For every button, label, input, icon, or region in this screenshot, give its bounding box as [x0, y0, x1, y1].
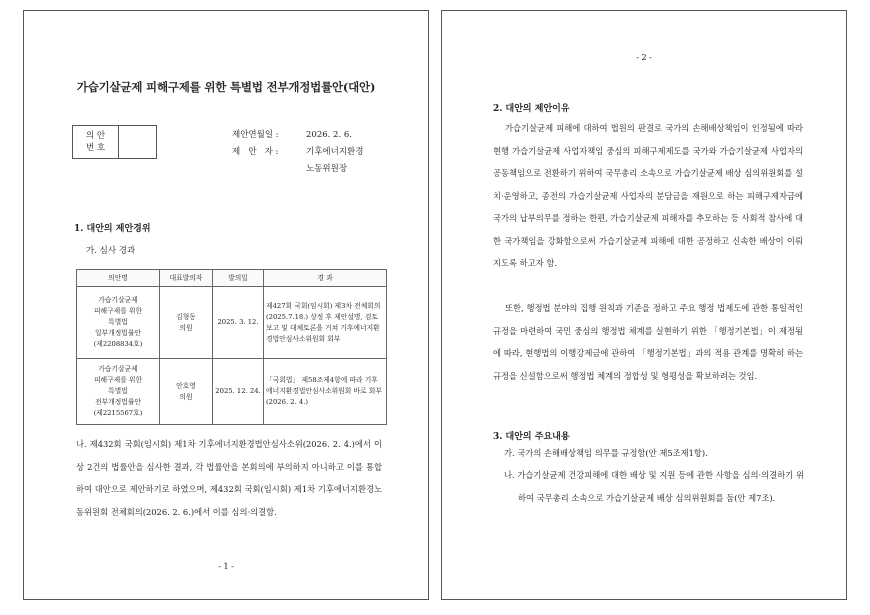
subsection-a-title: 가. 심사 경과: [86, 246, 136, 256]
content-item-a: 가. 국가의 손해배상책임 의무를 규정함(안 제5조제1항).: [504, 448, 708, 458]
progress-cell: 「국회법」 제58조제4항에 따라 기후에너지환경법안심사소위원회 바로 회부 (2026. 2. 4.): [264, 359, 387, 425]
col-bill-name: 의안명: [77, 270, 160, 287]
progress-cell: 제427회 국회(임시회) 제3차 전체회의(2025.7.18.) 상정 후 제안설명, 검토보고 및 대체토론을 거쳐 기후에너지환경법안심사소위원회 회부: [264, 287, 387, 359]
content-item-b: 나. 가습기살균제 건강피해에 대한 배상 및 지원 등에 관한 사항을 심의·의결하기 위하여 국무총리 소속으로 가습기살균제 배상 심의위원회를 둠(안 제7조).: [504, 470, 804, 503]
page-number-1: - 1 -: [218, 562, 234, 571]
page-number-2: - 2 -: [636, 53, 652, 62]
col-date: 발의일: [213, 270, 264, 287]
bill-number-box: [72, 125, 157, 159]
document-page-1: [23, 10, 429, 600]
bill-number-value: [119, 126, 157, 159]
date-cell: 2025. 3. 12.: [213, 287, 264, 359]
col-proposer: 대표발의자: [160, 270, 213, 287]
meta-row-proposer-cont: 노동위원장: [306, 164, 348, 174]
proposer-cell: 김형동 의원: [160, 287, 213, 359]
section1-title: 1. 대안의 제안경위: [74, 224, 151, 234]
table-row: [77, 287, 387, 359]
meta-row-date: 제안연월일 : 2026. 2. 6.: [232, 130, 352, 140]
document-page-2: [441, 10, 847, 600]
bill-name-cell: 가습기살균제 피해구제를 위한 특별법 일부개정법률안 (제2208834호): [77, 287, 160, 359]
date-cell: 2025. 12. 24.: [213, 359, 264, 425]
proposal-meta: [232, 127, 363, 178]
reason-paragraph-2: 또한, 행정법 분야의 집행 원칙과 기준을 정하고 주요 행정 법제도에 관한 통일적인 규정을 마련하여 국민 중심의 행정법 체계를 실현하기 위한 「행정기본법」이 제정됨에 따라, 현행법의 이행강제금에 관하여 「행정기본법」과의 적용 관계를 명확히 하는 규정을 신설함으로써 행정법 체계의 정합성 및 형평성을 확보하려는 것임.: [493, 303, 803, 381]
meta-row-proposer: 제 안 자 : 기후에너지환경: [232, 147, 364, 157]
section3-title: 3. 대안의 주요내용: [493, 432, 570, 442]
bill-number-label: 의 안 번 호: [73, 126, 119, 159]
review-progress-table: [76, 269, 387, 425]
bill-name-cell: 가습기살균제 피해구제를 위한 특별법 전부개정법률안 (제2215567호): [77, 359, 160, 425]
document-title: 가습기살균제 피해구제를 위한 특별법 전부개정법률안(대안): [76, 80, 376, 94]
item-b-paragraph: 나. 제432회 국회(임시회) 제1차 기후에너지환경법안심사소위(2026. 2. 4.)에서 이상 2건의 법률안을 심사한 결과, 각 법률안을 본회의에 부의하지 아니하고 이를 통합하여 대안으로 제안하기로 하였으며, 제432회 국회(임시회) 제1차 기후에너지환경노동위원회 전체회의(2026. 2. 6.)에서 이를 심의·의결함.: [76, 439, 382, 517]
section2-title: 2. 대안의 제안이유: [493, 104, 570, 114]
reason-paragraph-1: 가습기살균제 피해에 대하여 법원의 판결로 국가의 손해배상책임이 인정됨에 따라 현행 가습기살균제 사업자책임 중심의 피해구제제도를 국가와 가습기살균제 사업자의 공동책임으로 전환하기 위하여 국무총리 소속으로 가습기살균제 배상 심의위원회를 설치·운영하고, 종전의 가습기살균제 사업자의 분담금을 재원으로 하는 피해구제자금에 국가의 납부의무를 정하는 한편, 가습기살균제 피해자를 추모하는 등 사회적 참사에 대한 국가책임을 강화함으로써 가습기살균제 피해에 대한 공정하고 신속한 배상이 이뤄지도록 하고자 함.: [493, 123, 803, 268]
col-progress: 경 과: [264, 270, 387, 287]
table-row: [77, 359, 387, 425]
proposer-cell: 안호영 의원: [160, 359, 213, 425]
